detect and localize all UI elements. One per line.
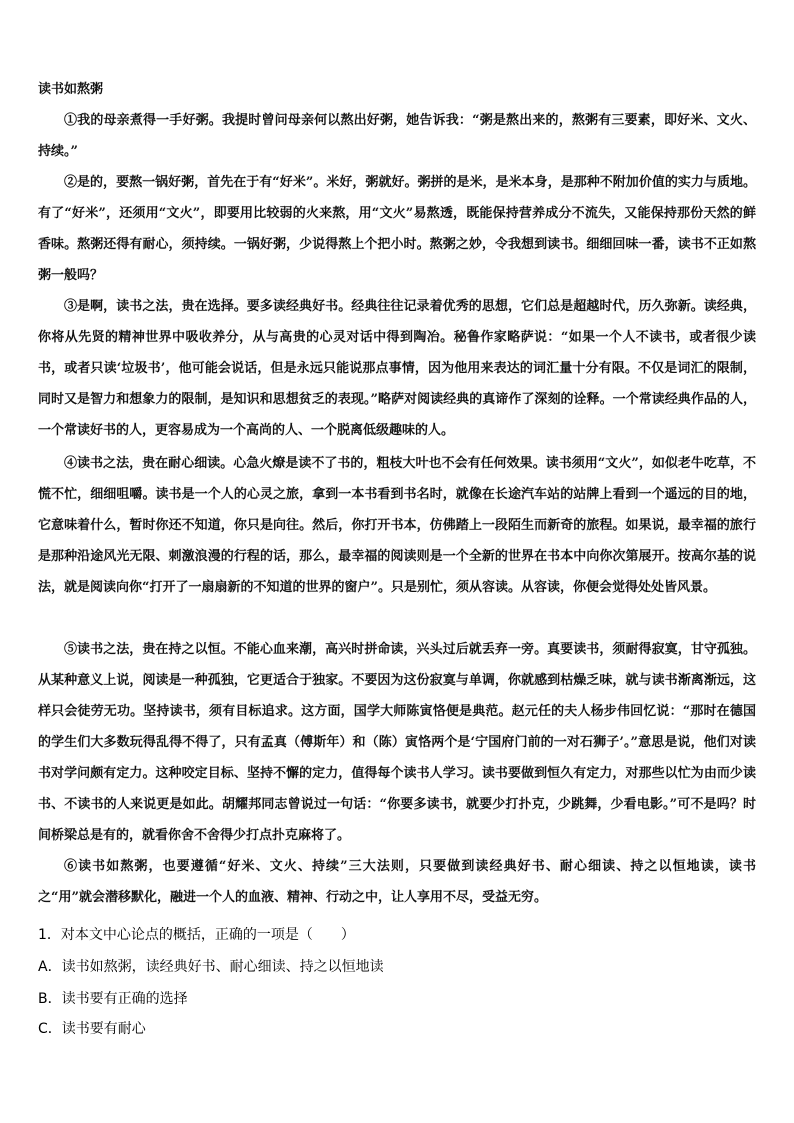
article-paragraph-4: ④读书之法，贵在耐心细读。心急火燎是读不了书的，粗枝大叶也不会有任何效果。读书须用“文火”，如似老牛吃草，不慌不忙，细细咀嚼。读书是一个人的心灵之旅，拿到一本书看到书名时，就像在长途汽车站的站牌上看到一个遥远的目的地，它意味着什么，暂时你还不知道，你只是向往。然后，你打开书本，仿佛踏上一段陌生而新奇的旅程。如果说，最幸福的旅行是那种沿途风光无限、刺激浪漫的行程的话，那么，最幸福的阅读则是一个全新的世界在书本中向你次第展开。按高尔基的说法，就是阅读向你“打开了一扇扇新的不知道的世界的窗户”。只是别忙，须从容读。从容读，你便会觉得处处皆风景。 (38, 456, 756, 595)
article-paragraph-2: ②是的，要熬一锅好粥，首先在于有“好米”。米好，粥就好。粥拼的是米，是米本身，是那种不附加价值的实力与质地。有了“好米”，还须用“文火”，即要用比较弱的火来熬，用“文火”易熬透，既能保持营养成分不流失，又能保持那份天然的鲜香味。熬粥还得有耐心，须持续。一锅好粥，少说得熬上个把小时。熬粥之妙，令我想到读书。细细回味一番，读书不正如熬粥一般吗？ (38, 175, 756, 283)
option-a[interactable]: A．读书如熬粥，读经典好书、耐心细读、持之以恒地读 (38, 959, 384, 975)
option-b[interactable]: B．读书要有正确的选择 (38, 991, 188, 1007)
option-c[interactable]: C．读书要有耐心 (38, 1021, 146, 1037)
article-paragraph-1: ①我的母亲煮得一手好粥。我提时曾问母亲何以熬出好粥，她告诉我：“粥是熬出来的，熬粥有三要素，即好米、文火、持续。” (38, 113, 756, 159)
question-stem: 1．对本文中心论点的概括，正确的一项是（ ） (38, 927, 355, 943)
article-paragraph-5: ⑤读书之法，贵在持之以恒。不能心血来潮，高兴时拼命读，兴头过后就丢弃一旁。真要读书，须耐得寂寞，甘守孤独。从某种意义上说，阅读是一种孤独，它更适合于独家。不要因为这份寂寞与单调，你就感到枯燥乏味，就与读书渐离渐远，这样只会徒劳无功。坚持读书，须有目标追求。这方面，国学大师陈寅恪便是典范。赵元任的夫人杨步伟回忆说：“那时在德国的学生们大多数玩得乱得不得了，只有孟真（傅斯年）和（陈）寅恪两个是‘宁国府门前的一对石狮子’。”意思是说，他们对读书对学问颇有定力。这种咬定目标、坚持不懈的定力，值得每个读书人学习。读书要做到恒久有定力，对那些以忙为由而少读书、不读书的人来说更是如此。胡耀邦同志曾说过一句话：“你要多读书，就要少打扑克，少跳舞，少看电影。”可不是吗？时间桥梁总是有的，就看你舍不舍得少打点扑克麻将了。 (38, 642, 756, 843)
article-paragraph-3: ③是啊，读书之法，贵在选择。要多读经典好书。经典往往记录着优秀的思想，它们总是超越时代，历久弥新。读经典，你将从先贤的精神世界中吸收养分，从与高贵的心灵对话中得到陶冶。秘鲁作家略萨说：“如果一个人不读书，或者很少读书，或者只读‘垃圾书’，他可能会说话，但是永远只能说那点事情，因为他用来表达的词汇量十分有限。不仅是词汇的限制，同时又是智力和想象力的限制，是知识和思想贫乏的表现。”略萨对阅读经典的真谛作了深刻的诠释。一个常读经典作品的人，一个常读好书的人，更容易成为一个高尚的人、一个脱离低级趣味的人。 (38, 299, 756, 438)
article-title: 读书如熬粥 (38, 82, 104, 97)
article-paragraph-6: ⑥读书如熬粥，也要遵循“好米、文火、持续”三大法则，只要做到读经典好书、耐心细读、持之以恒地读，读书之“用”就会潜移默化，融进一个人的血液、精神、行动之中，让人享用不尽，受益无穷。 (38, 859, 756, 905)
